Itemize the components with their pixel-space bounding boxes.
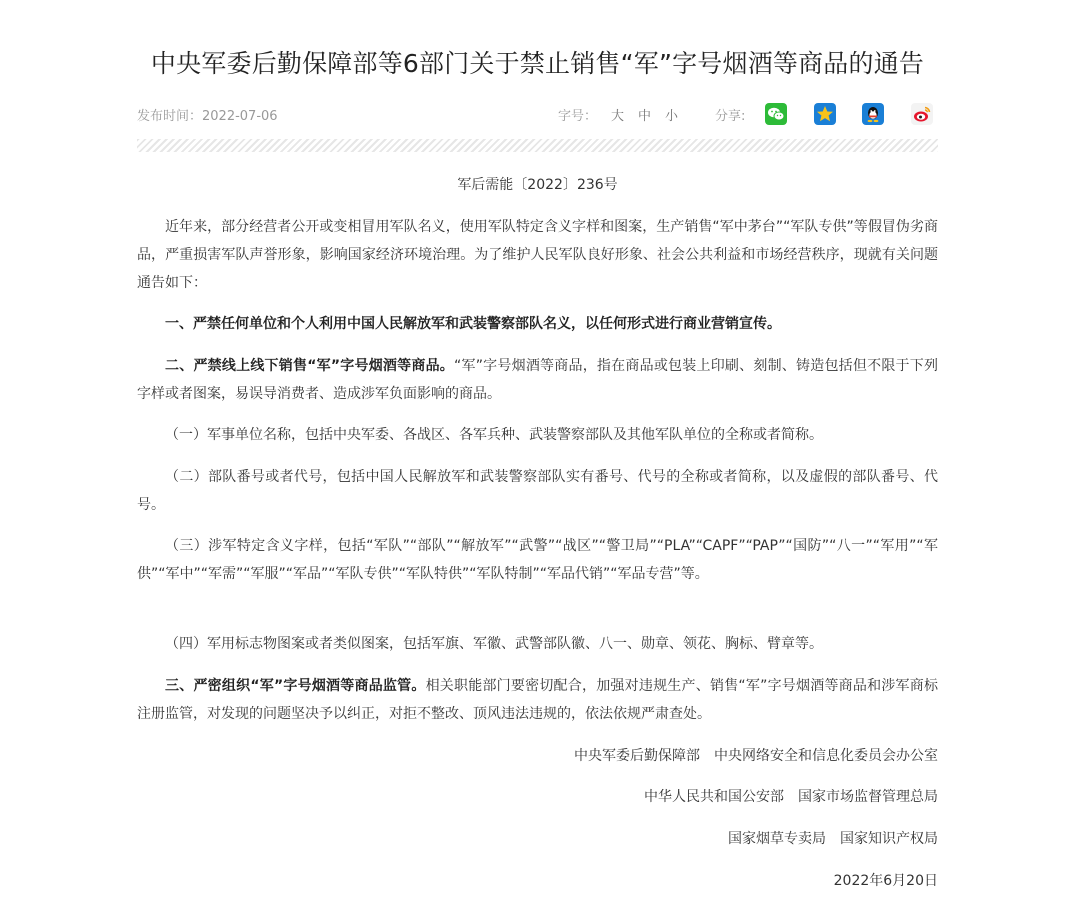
weibo-share-icon[interactable] [911,103,933,125]
font-size-medium-button[interactable]: 中 [638,109,652,124]
font-size-label: 字号： [558,109,598,124]
signatory-line-3: 国家烟草专卖局 国家知识产权局 [728,831,938,847]
sub-item-three: （三）涉军特定含义字样，包括“军队”“部队”“解放军”“武警”“战区”“警卫局”“PLA”“CAPF”“PAP”“国防”“八一”“军用”“军供”“军中”“军需”“军服”“军品”“军队专供”“军队特供”“军队特制”“军品代销”“军品专营”等。 [137,538,938,582]
item-three-heading: 三、严密组织“军”字号烟酒等商品监管。 [165,678,426,694]
item-two-heading: 二、严禁线上线下销售“军”字号烟酒等商品。 [165,358,455,374]
item-three-paragraph [137,672,938,728]
signatory-line-1: 中央军委后勤保障部 中央网络安全和信息化委员会办公室 [574,748,938,764]
publish-time: 发布时间：2022-07-06 [137,109,278,124]
sub-item-four: （四）军用标志物图案或者类似图案，包括军旗、军徽、武警部队徽、八一、勋章、领花、胸标、臂章等。 [165,636,823,652]
font-size-large-button[interactable]: 大 [611,109,625,124]
qzone-share-icon[interactable] [814,103,836,125]
decorative-divider [137,139,938,152]
wechat-share-icon[interactable] [765,103,787,125]
sign-date: 2022年6月20日 [833,873,938,889]
share-label: 分享: [715,109,746,124]
qq-share-icon[interactable] [862,103,884,125]
item-two-paragraph [137,352,938,408]
font-size-small-button[interactable]: 小 [665,109,679,124]
article-meta-bar [137,102,938,128]
sub-item-two: （二）部队番号或者代号，包括中国人民解放军和武装警察部队实有番号、代号的全称或者简称，以及虚假的部队番号、代号。 [137,469,938,513]
intro-paragraph: 近年来，部分经营者公开或变相冒用军队名义，使用军队特定含义字样和图案，生产销售“军中茅台”“军队专供”等假冒伪劣商品，严重损害军队声誉形象，影响国家经济环境治理。为了维护人民军队良好形象、社会公共利益和市场经营秩序，现就有关问题通告如下： [137,219,938,291]
item-one-heading: 一、严禁任何单位和个人利用中国人民解放军和武装警察部队名义，以任何形式进行商业营销宣传。 [165,316,781,332]
article-title: 中央军委后勤保障部等6部门关于禁止销售“军”字号烟酒等商品的通告 [150,49,925,78]
item-two-text: “军”字号烟酒等商品，指在商品或包装上印刷、刻制、铸造包括但不限于下列字样或者图案，易误导消费者、造成涉军负面影响的商品。 [137,358,938,402]
item-one-paragraph [137,310,938,338]
document-number: 军后需能〔2022〕236号 [457,177,618,193]
sub-item-one: （一）军事单位名称，包括中央军委、各战区、各军兵种、武装警察部队及其他军队单位的全称或者简称。 [165,427,823,443]
signatory-line-2: 中华人民共和国公安部 国家市场监督管理总局 [644,789,938,805]
font-size-control [558,105,678,124]
item-three-text: 相关职能部门要密切配合，加强对违规生产、销售“军”字号烟酒等商品和涉军商标注册监管，对发现的问题坚决予以纠正，对拒不整改、顶风违法违规的，依法依规严肃查处。 [137,678,938,722]
